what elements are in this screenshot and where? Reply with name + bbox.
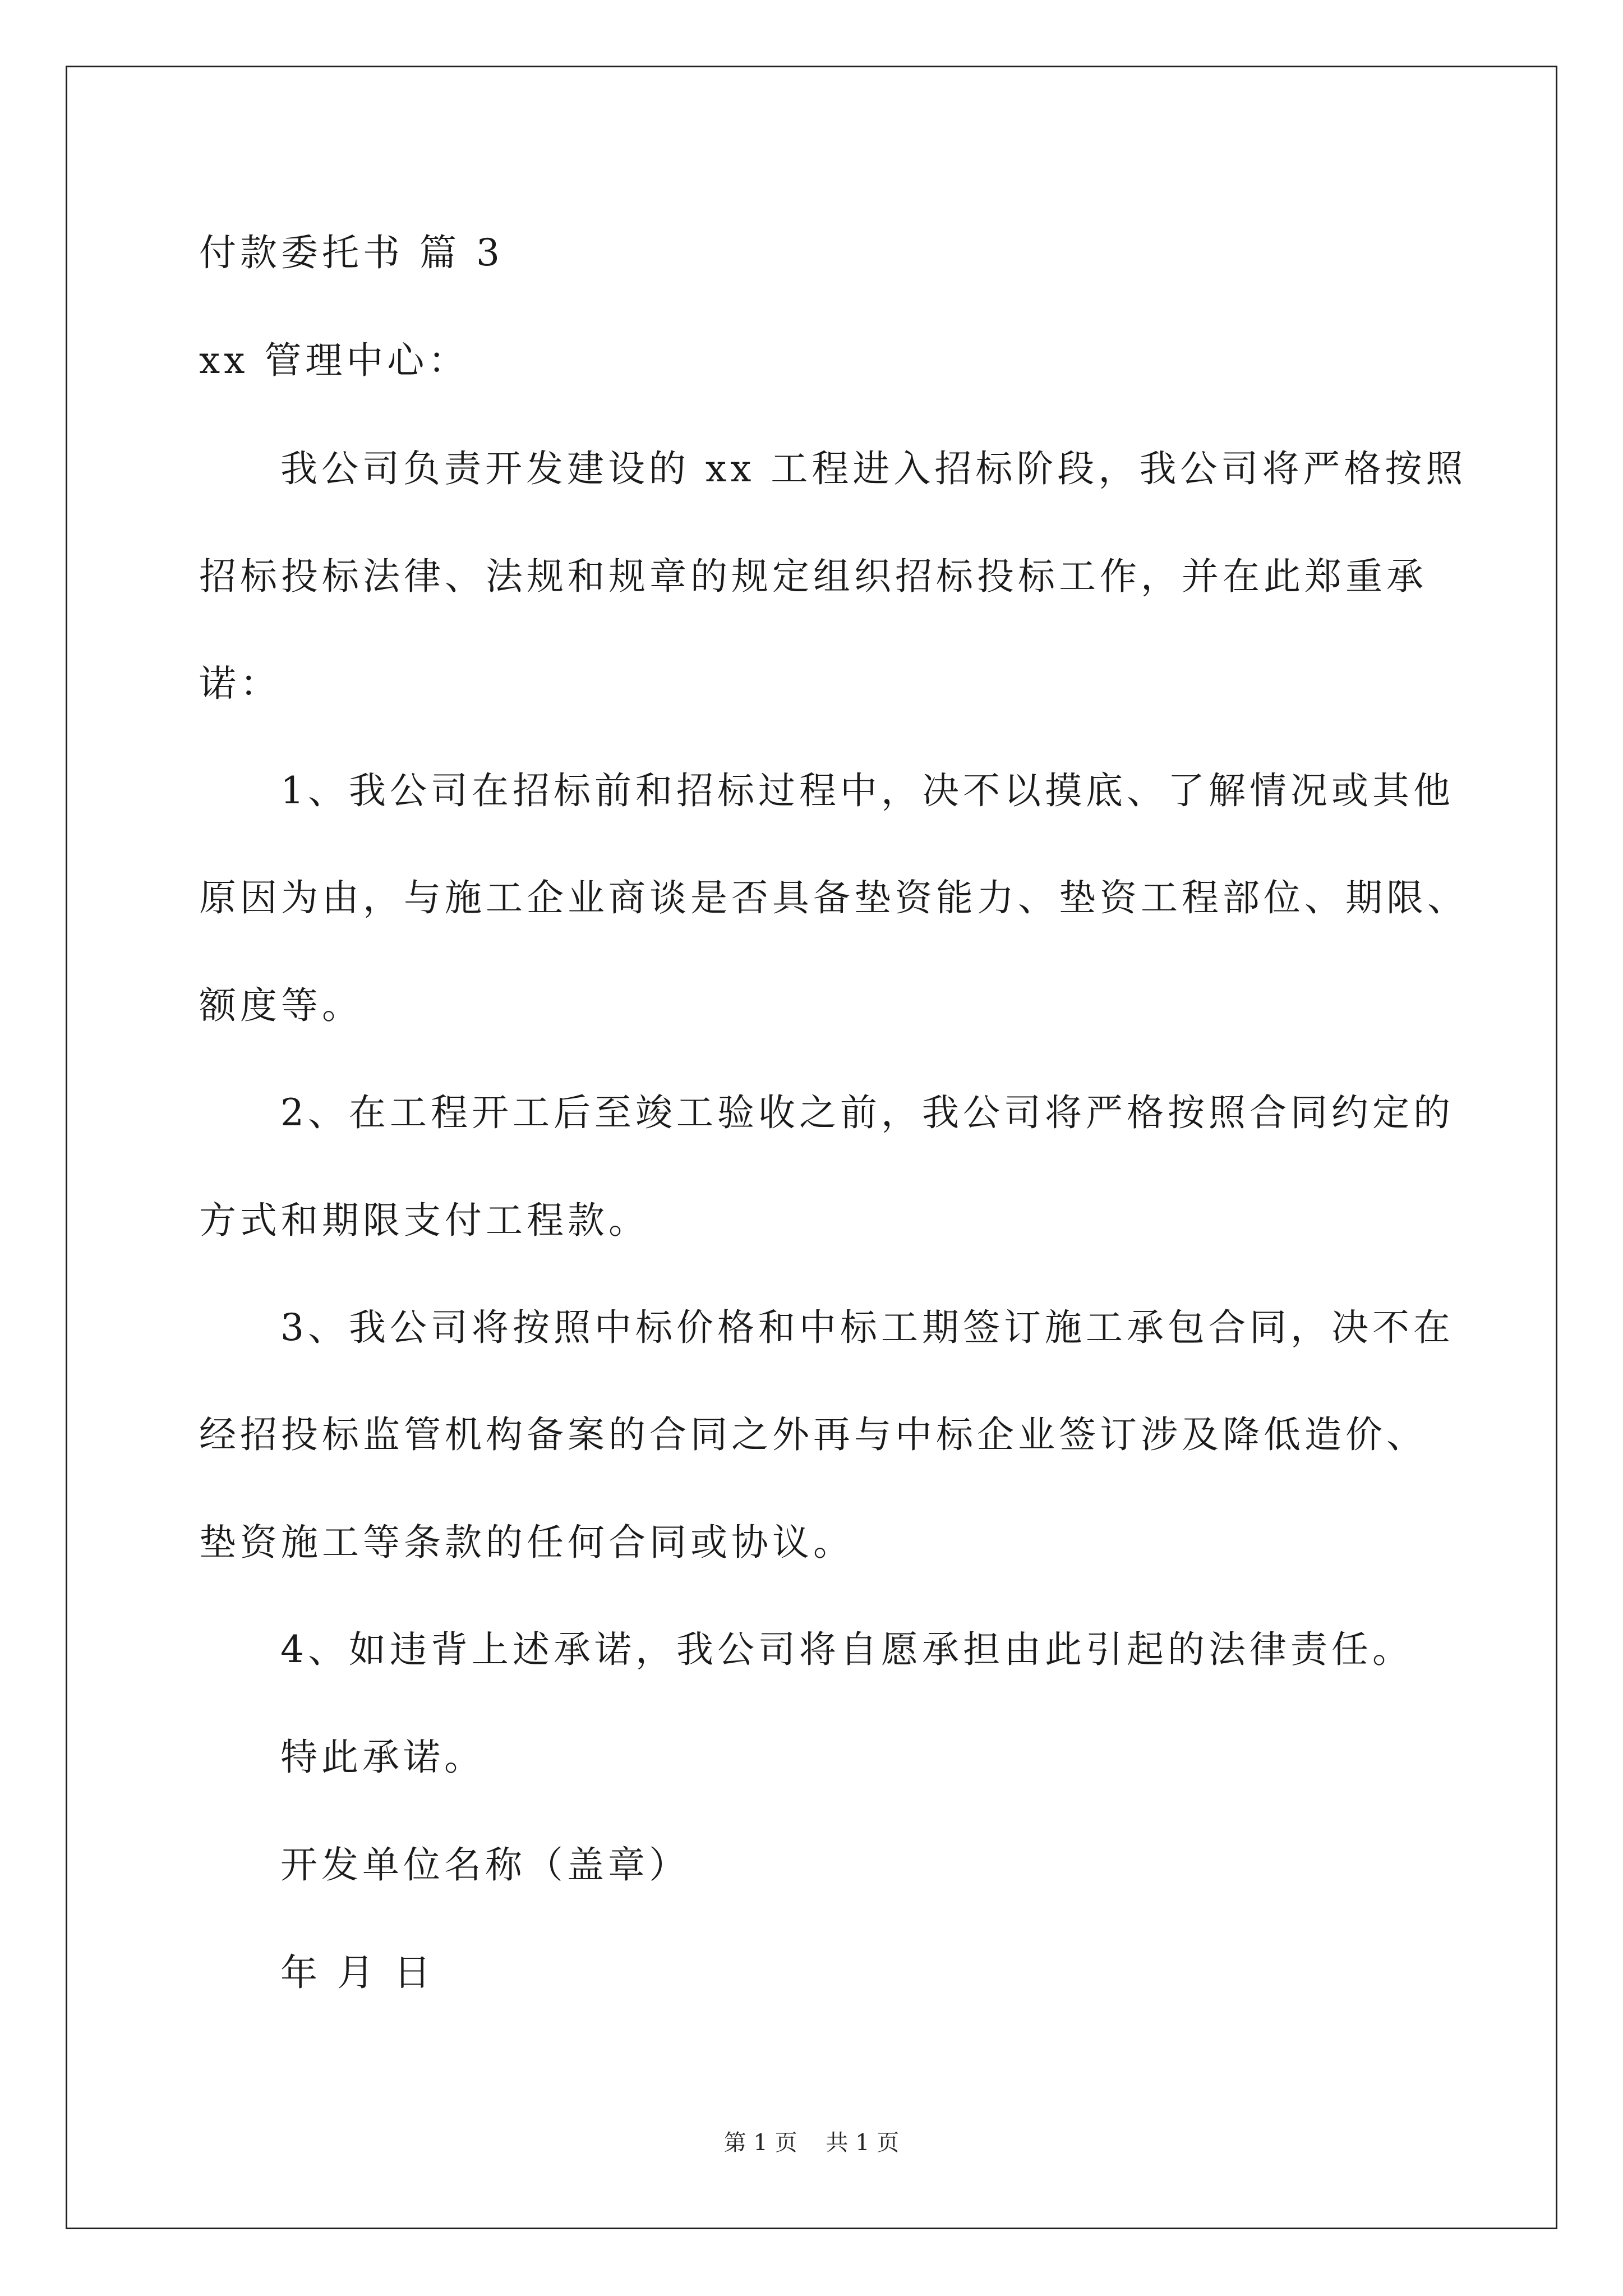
- paragraph-line: 原因为由，与施工企业商谈是否具备垫资能力、垫资工程部位、期限、: [199, 876, 1468, 919]
- page-footer: 第 1 页 共 1 页: [723, 2130, 900, 2156]
- paragraph-line: 额度等。: [199, 984, 363, 1027]
- paragraph-line: 1、我公司在招标前和招标过程中，决不以摸底、了解情况或其他: [280, 769, 1454, 812]
- document-title: 付款委托书 篇 3: [199, 231, 504, 274]
- recipient-line: xx 管理中心：: [199, 339, 469, 382]
- signature-line: 开发单位名称（盖章）: [280, 1843, 690, 1887]
- paragraph-line: 垫资施工等条款的任何合同或协议。: [199, 1521, 854, 1564]
- paragraph-line: 招标投标法律、法规和规章的规定组织招标投标工作，并在此郑重承: [199, 555, 1427, 598]
- paragraph-line: 方式和期限支付工程款。: [199, 1199, 649, 1242]
- paragraph-line: 我公司负责开发建设的 xx 工程进入招标阶段，我公司将严格按照: [280, 447, 1467, 490]
- paragraph-line: 4、如违背上述承诺，我公司将自愿承担由此引起的法律责任。: [280, 1628, 1413, 1671]
- paragraph-line: 2、在工程开工后至竣工验收之前，我公司将严格按照合同约定的: [280, 1091, 1454, 1134]
- paragraph-line: 诺：: [199, 662, 281, 705]
- closing-line: 特此承诺。: [280, 1736, 485, 1779]
- paragraph-line: 经招投标监管机构备案的合同之外再与中标企业签订涉及降低造价、: [199, 1413, 1427, 1456]
- page-border: [66, 66, 1557, 2229]
- paragraph-line: 3、我公司将按照中标价格和中标工期签订施工承包合同，决不在: [280, 1306, 1454, 1349]
- date-line: 年 月 日: [280, 1951, 435, 1994]
